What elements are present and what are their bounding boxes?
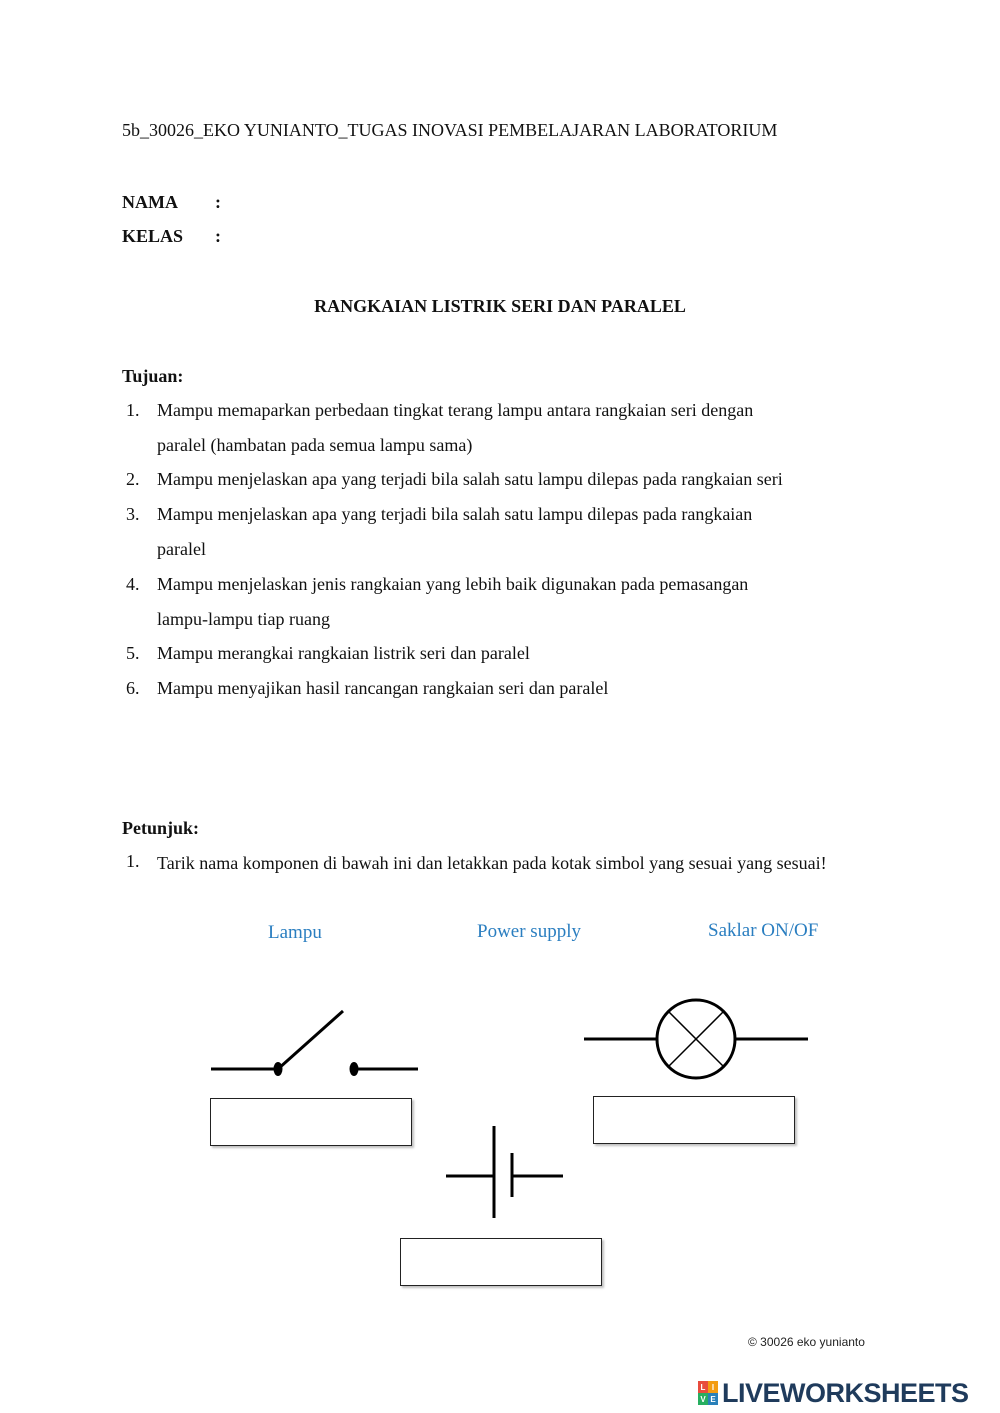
drop-box-lamp[interactable] <box>593 1096 795 1144</box>
badge-letter: I <box>708 1381 718 1393</box>
drag-label-saklar[interactable]: Saklar ON/OF <box>708 920 819 941</box>
instructions-heading: Petunjuk: <box>122 818 200 838</box>
objective-text: Mampu menjelaskan apa yang terjadi bila salah satu lampu dilepas pada rangkaian <box>157 504 753 524</box>
drop-box-battery[interactable] <box>400 1238 602 1286</box>
liveworksheets-logo <box>698 1378 994 1408</box>
drop-box-switch[interactable] <box>210 1098 412 1146</box>
badge-letter: E <box>708 1393 718 1405</box>
liveworksheets-badge-icon <box>698 1381 718 1405</box>
objective-number: 5. <box>126 643 140 663</box>
objective-text: Mampu memaparkan perbedaan tingkat terang lampu antara rangkaian seri dengan <box>157 400 754 420</box>
liveworksheets-logo-text: LIVEWORKSHEETS <box>722 1377 969 1408</box>
lamp-symbol-icon <box>584 1000 808 1078</box>
drag-label-power-supply[interactable]: Power supply <box>477 921 581 942</box>
worksheet-title: RANGKAIAN LISTRIK SERI DAN PARALEL <box>314 296 686 316</box>
objectives-heading: Tujuan: <box>122 366 184 386</box>
switch-symbol-icon <box>211 1011 418 1076</box>
objective-text: paralel <box>157 539 206 559</box>
instruction-number: 1. <box>126 851 140 871</box>
class-colon: : <box>215 226 221 246</box>
circuit-symbols <box>0 990 1000 1230</box>
objective-text: Mampu menyajikan hasil rancangan rangkaian seri dan paralel <box>157 678 609 698</box>
objective-number: 1. <box>126 400 140 420</box>
badge-letter: L <box>698 1381 708 1393</box>
objective-text: Mampu menjelaskan apa yang terjadi bila salah satu lampu dilepas pada rangkaian seri <box>157 469 783 489</box>
objective-text: Mampu menjelaskan jenis rangkaian yang lebih baik digunakan pada pemasangan <box>157 574 749 594</box>
class-label: KELAS <box>122 226 184 246</box>
objective-text: paralel (hambatan pada semua lampu sama) <box>157 435 473 455</box>
objective-number: 6. <box>126 678 140 698</box>
battery-symbol-icon <box>446 1126 563 1218</box>
objective-number: 3. <box>126 504 140 524</box>
badge-letter: V <box>698 1393 708 1405</box>
copyright-note: © 30026 eko yunianto <box>748 1335 865 1349</box>
assignment-header: 5b_30026_EKO YUNIANTO_TUGAS INOVASI PEMBELAJARAN LABORATORIUM <box>122 120 778 140</box>
instruction-text: Tarik nama komponen di bawah ini dan letakkan pada kotak simbol yang sesuai yang sesuai! <box>157 853 827 873</box>
objective-text: Mampu merangkai rangkaian listrik seri dan paralel <box>157 643 530 663</box>
name-label: NAMA <box>122 192 178 212</box>
objective-number: 4. <box>126 574 140 594</box>
drag-label-lampu[interactable]: Lampu <box>268 922 322 943</box>
objective-number: 2. <box>126 469 140 489</box>
name-colon: : <box>215 192 221 212</box>
objective-text: lampu-lampu tiap ruang <box>157 609 330 629</box>
